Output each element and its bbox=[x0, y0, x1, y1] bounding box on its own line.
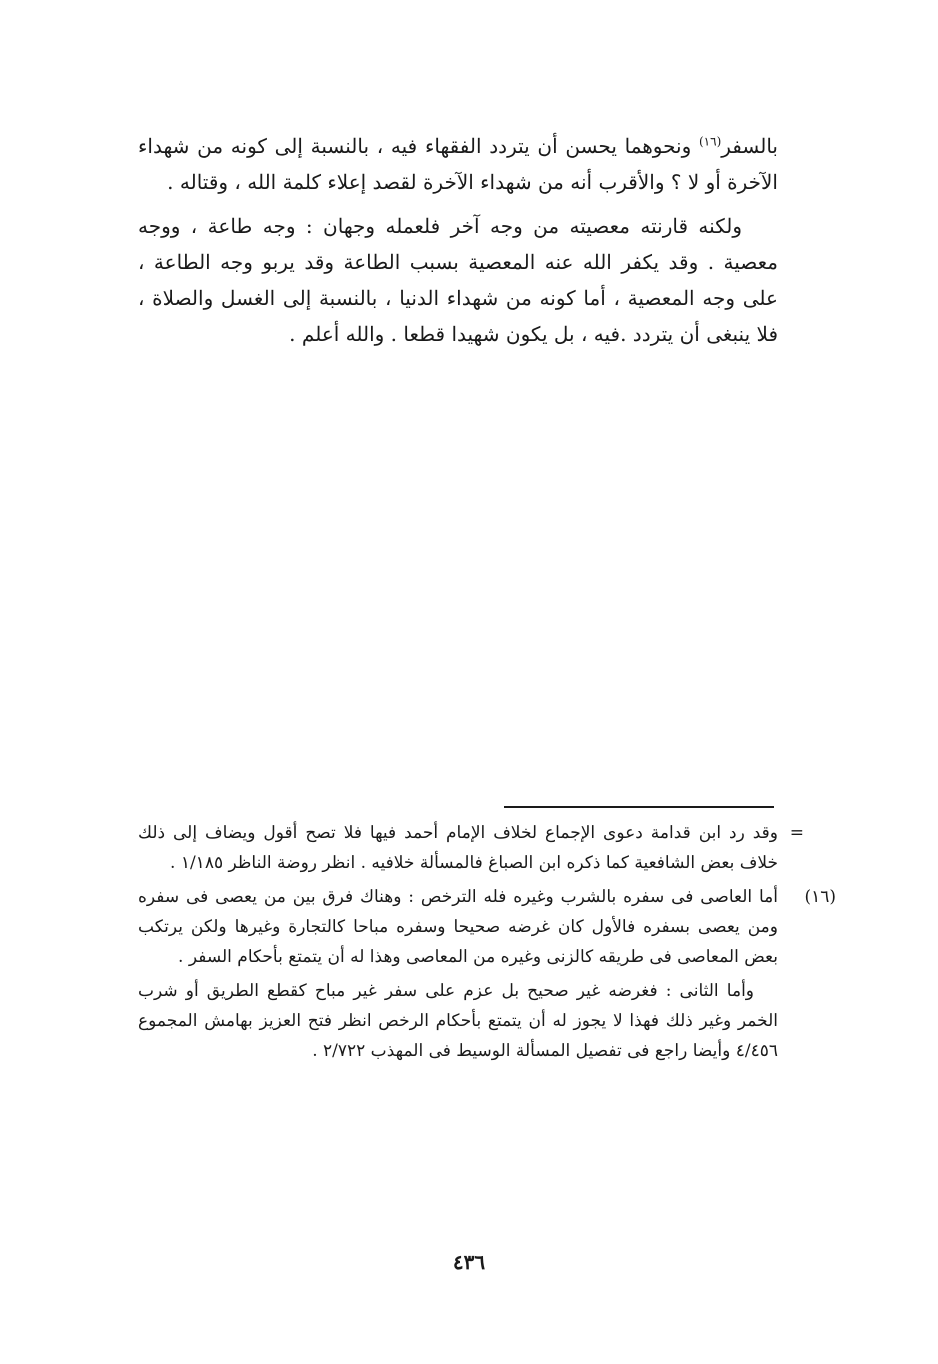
footnote-reference-16[interactable]: (١٦) bbox=[698, 134, 722, 149]
footnote-16-paragraph-2: وأما الثانى : فغرضه غير صحيح بل عزم على سفر غير مباح كقطع الطريق أو شرب الخمر وغير ذلك فهذا لا يجوز له أن يتمتع بأحكام الرخص انظر فتح العزيز بهامش المجموع ٤/٤٥٦ وأيضا راجع فى تفصيل المسألة الوسيط فى المهذب ٢/٧٢٢ . bbox=[138, 981, 778, 1061]
footnote-16 bbox=[138, 882, 836, 1066]
main-text-body bbox=[138, 128, 778, 360]
main-paragraph-1 bbox=[138, 128, 778, 200]
main-paragraph-1-start: بالسفر bbox=[721, 134, 778, 158]
main-paragraph-2: ولكنه قارنته معصيته من وجه آخر فلعمله وجهان : وجه طاعة ، ووجه معصية . وقد يكفر الله عنه المعصية بسبب الطاعة وقد يربو وجه الطاعة ، على وجه المعصية ، أما كونه من شهداء الدنيا ، بالنسبة إلى الغسل والصلاة ، فلا ينبغى أن يتردد .فيه ، بل يكون شهيدا قطعا . والله أعلم . bbox=[138, 214, 778, 346]
footnote-continuation-text: وقد رد ابن قدامة دعوى الإجماع لخلاف الإمام أحمد فيها فلا تصح أقول ويضاف إلى ذلك خلاف بعض الشافعية كما ذكره ابن الصباغ فالمسألة خلافيه . انظر روضة الناظر ١/١٨٥ . bbox=[138, 823, 778, 873]
footnote-16-paragraph-1: أما العاصى فى سفره بالشرب وغيره فله الترخص : وهناك فرق بين من يعصى فى سفره ومن يعصى بسفره فالأول كان غرضه صحيحا وسفره مباحا كالتجارة وغيرها ولكن يرتكب بعض المعاصى فى طريقه كالزنى وغيره من المعاصى وهذا له أن يتمتع بأحكام السفر . bbox=[138, 887, 778, 967]
page-number: ٤٣٦ bbox=[452, 1250, 486, 1274]
footnote-16-number: (١٦) bbox=[804, 887, 836, 907]
main-paragraph-1-rest: ونحوهما يحسن أن يتردد الفقهاء فيه ، بالنسبة إلى كونه من شهداء الآخرة أو لا ؟ والأقرب أنه من شهداء الآخرة لقصد إعلاء كلمة الله ، وقتاله . bbox=[138, 134, 778, 194]
footnote-separator bbox=[504, 806, 774, 808]
footnote-continuation bbox=[138, 818, 804, 878]
continuation-mark: = bbox=[789, 823, 804, 843]
footnotes-section bbox=[138, 818, 836, 1070]
